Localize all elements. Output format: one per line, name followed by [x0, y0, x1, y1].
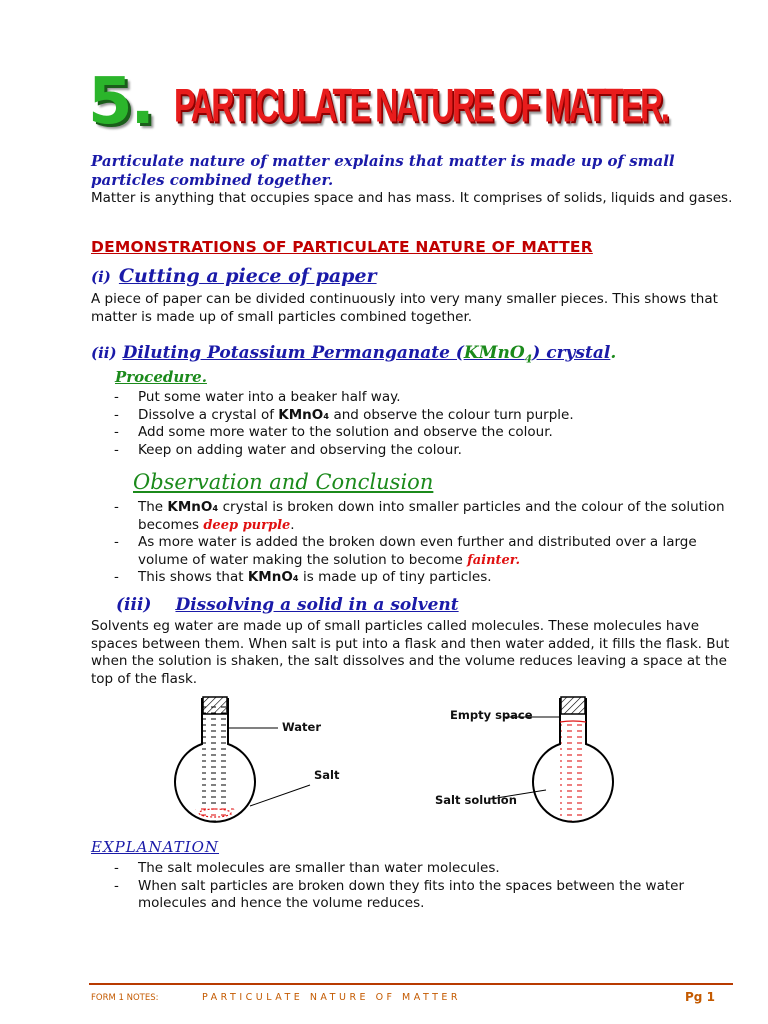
page-number: Pg 1 — [685, 990, 715, 1004]
observation-heading: Observation and Conclusion — [133, 470, 434, 494]
demonstrations-heading: DEMONSTRATIONS OF PARTICULATE NATURE OF MATTER — [91, 238, 593, 256]
list-item — [114, 499, 744, 534]
list-item: - The salt molecules are smaller than water molecules. — [114, 860, 744, 878]
salt-solution-fill — [560, 722, 586, 822]
formula: KMnO₄ — [167, 499, 219, 515]
procedure-heading: Procedure. — [115, 368, 207, 386]
section-ii-heading — [91, 343, 741, 365]
flask-before-stopper — [203, 697, 227, 714]
explanation-list — [114, 860, 744, 913]
footer-topic: PARTICULATE NATURE OF MATTER — [202, 992, 462, 1003]
list-item: - When salt particles are broken down they fits into the spaces between the water molecules and hence the volume reduces. — [114, 878, 744, 913]
flask-diagram — [150, 692, 620, 827]
section-i-heading — [91, 263, 741, 287]
label-empty-space: Empty space — [450, 708, 533, 722]
formula: KMnO₄ — [247, 569, 299, 585]
list-item: - Add some more water to the solution and observe the colour. — [114, 424, 744, 442]
formula: KMnO₄ — [278, 406, 330, 423]
intro-lead: Particulate nature of matter explains that matter is made up of small particles combined together. — [91, 152, 675, 189]
list-item: - Keep on adding water and observing the colour. — [114, 442, 744, 460]
procedure-text: and observe the colour turn purple. — [329, 406, 574, 423]
footer-form-label: FORM 1 NOTES: — [91, 993, 159, 1003]
obs-emphasis: fainter. — [467, 552, 520, 568]
section-ii-title-start: Diluting Potassium Permanganate ( — [122, 343, 464, 363]
salt-pointer — [250, 785, 310, 806]
section-iii-title: Dissolving a solid in a solvent — [175, 595, 459, 615]
explanation-heading: EXPLANATION — [91, 838, 220, 856]
obs-text: This shows that — [138, 569, 248, 585]
formula-sub: 4 — [524, 352, 533, 366]
observation-list — [114, 499, 744, 587]
label-salt: Salt — [314, 768, 340, 782]
obs-emphasis: deep purple — [203, 517, 291, 533]
label-water: Water — [282, 720, 322, 734]
liquid-surface — [560, 721, 586, 722]
label-salt-solution: Salt solution — [435, 793, 517, 807]
procedure-list — [114, 389, 744, 459]
list-item — [114, 569, 744, 587]
section-iii-heading — [91, 595, 741, 615]
section-i-number: (i) — [91, 268, 111, 286]
section-i-title: Cutting a piece of paper — [118, 265, 377, 287]
obs-text: The — [138, 499, 168, 515]
list-item — [114, 534, 744, 569]
chapter-number: 5. — [88, 65, 153, 139]
flask-diagram-svg — [150, 692, 620, 827]
obs-text: . — [290, 516, 295, 533]
list-item: - Put some water into a beaker half way. — [114, 389, 744, 407]
footer-rule — [89, 983, 733, 985]
section-i-body: A piece of paper can be divided continuously into very many smaller pieces. This shows that matter is made up of small particles combined together. — [91, 291, 718, 325]
section-ii-number: (ii) — [91, 344, 117, 362]
intro-definition: Matter is anything that occupies space and has mass. It comprises of solids, liquids and gases. — [91, 190, 733, 206]
list-item — [114, 407, 744, 425]
flask-after-stopper — [561, 697, 585, 714]
obs-text: crystal is broken down into smaller particles and the colour of the solution becomes — [138, 499, 725, 533]
procedure-text: Dissolve a crystal of — [138, 406, 279, 423]
obs-text: is made up of tiny particles. — [298, 569, 492, 585]
section-iii-body: Solvents eg water are made up of small particles called molecules. These molecules have spaces between them. When salt is put into a flask and then water added, it fills the flask. But when the solution is shaken, the salt dissolves and the volume reduces leaving a space at the top of the flask. — [91, 618, 730, 687]
formula-main: KMnO — [463, 343, 525, 363]
chapter-title: PARTICULATE NATURE OF MATTER. — [174, 80, 668, 132]
section-ii-title-end: ) crystal — [532, 343, 611, 363]
section-ii-trailing-dot: . — [610, 343, 617, 363]
obs-text: As more water is added the broken down even further and distributed over a large volume of water making the solution to become — [138, 534, 697, 568]
section-iii-number: (iii) — [116, 595, 152, 615]
